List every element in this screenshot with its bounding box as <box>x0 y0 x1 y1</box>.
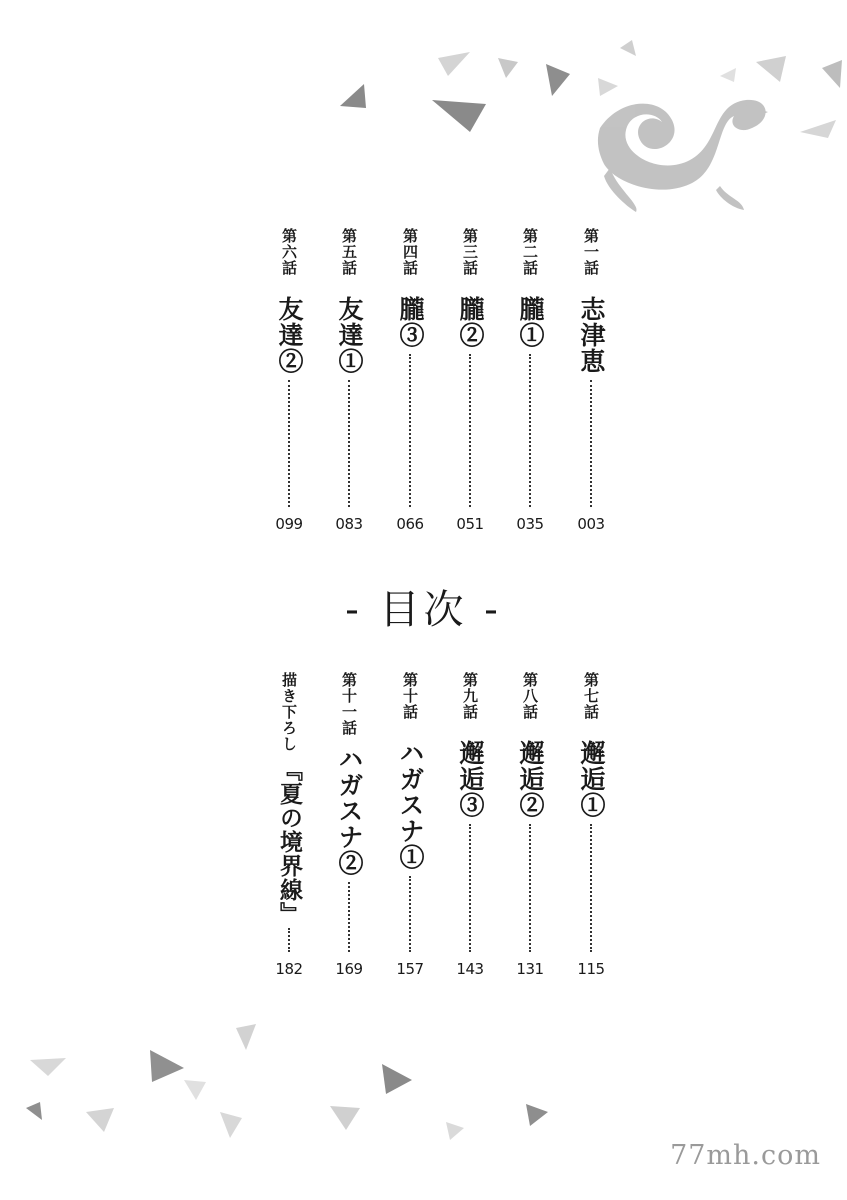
toc-entry-4[interactable] <box>390 228 430 533</box>
episode-title: 友達① <box>335 296 364 374</box>
dragon-icon <box>598 100 768 212</box>
episode-number: 第二話 <box>521 228 539 276</box>
toc-entry-7[interactable] <box>571 672 611 978</box>
triangle-cluster-top <box>340 40 842 138</box>
episode-title: ハガスナ② <box>335 746 364 876</box>
page-number: 099 <box>275 515 303 533</box>
toc-entry-12[interactable] <box>269 672 309 978</box>
toc-heading: - 目次 - <box>345 587 502 633</box>
episode-number: 描き下ろし <box>280 672 298 752</box>
dotted-leader <box>348 380 350 507</box>
page-number: 182 <box>275 960 303 978</box>
toc-entry-10[interactable] <box>390 672 430 978</box>
dotted-leader <box>469 824 471 952</box>
episode-number: 第十一話 <box>340 672 358 736</box>
episode-title: 志津恵 <box>577 296 606 374</box>
toc-entry-6[interactable] <box>269 228 309 533</box>
page-number: 157 <box>396 960 424 978</box>
page-number: 035 <box>516 515 544 533</box>
episode-title: 邂逅② <box>516 740 545 818</box>
episode-title: 朧③ <box>396 296 425 348</box>
episode-number: 第八話 <box>521 672 539 720</box>
episode-number: 第七話 <box>582 672 600 720</box>
episode-title: 『夏の境界線』 <box>276 758 303 926</box>
dotted-leader <box>288 380 290 507</box>
toc-entry-5[interactable] <box>329 228 369 533</box>
triangle-cluster-bottom <box>26 1024 548 1140</box>
toc-entry-1[interactable] <box>571 228 611 533</box>
episode-number: 第五話 <box>340 228 358 276</box>
episode-number: 第一話 <box>582 228 600 276</box>
page-number: 169 <box>335 960 363 978</box>
dotted-leader <box>348 882 350 952</box>
watermark: 77mh.com <box>670 1140 821 1171</box>
toc-entry-9[interactable] <box>450 672 490 978</box>
toc-entry-3[interactable] <box>450 228 490 533</box>
page-number: 131 <box>516 960 544 978</box>
episode-number: 第四話 <box>401 228 419 276</box>
episode-title: ハガスナ① <box>396 740 425 870</box>
page-number: 066 <box>396 515 424 533</box>
dotted-leader <box>529 824 531 952</box>
dotted-leader <box>409 354 411 507</box>
page-number: 003 <box>577 515 605 533</box>
episode-number: 第十話 <box>401 672 419 720</box>
dotted-leader <box>469 354 471 507</box>
episode-title: 邂逅③ <box>456 740 485 818</box>
page-number: 115 <box>577 960 605 978</box>
episode-title: 朧① <box>516 296 545 348</box>
episode-number: 第六話 <box>280 228 298 276</box>
dotted-leader <box>288 928 290 952</box>
episode-title: 朧② <box>456 296 485 348</box>
episode-number: 第九話 <box>461 672 479 720</box>
episode-title: 邂逅① <box>577 740 606 818</box>
dotted-leader <box>590 380 592 507</box>
dotted-leader <box>409 876 411 952</box>
episode-number: 第三話 <box>461 228 479 276</box>
page-number: 051 <box>456 515 484 533</box>
toc-entry-11[interactable] <box>329 672 369 978</box>
toc-entry-2[interactable] <box>510 228 550 533</box>
page-number: 083 <box>335 515 363 533</box>
dotted-leader <box>590 824 592 952</box>
toc-entry-8[interactable] <box>510 672 550 978</box>
dotted-leader <box>529 354 531 507</box>
episode-title: 友達② <box>275 296 304 374</box>
page-number: 143 <box>456 960 484 978</box>
